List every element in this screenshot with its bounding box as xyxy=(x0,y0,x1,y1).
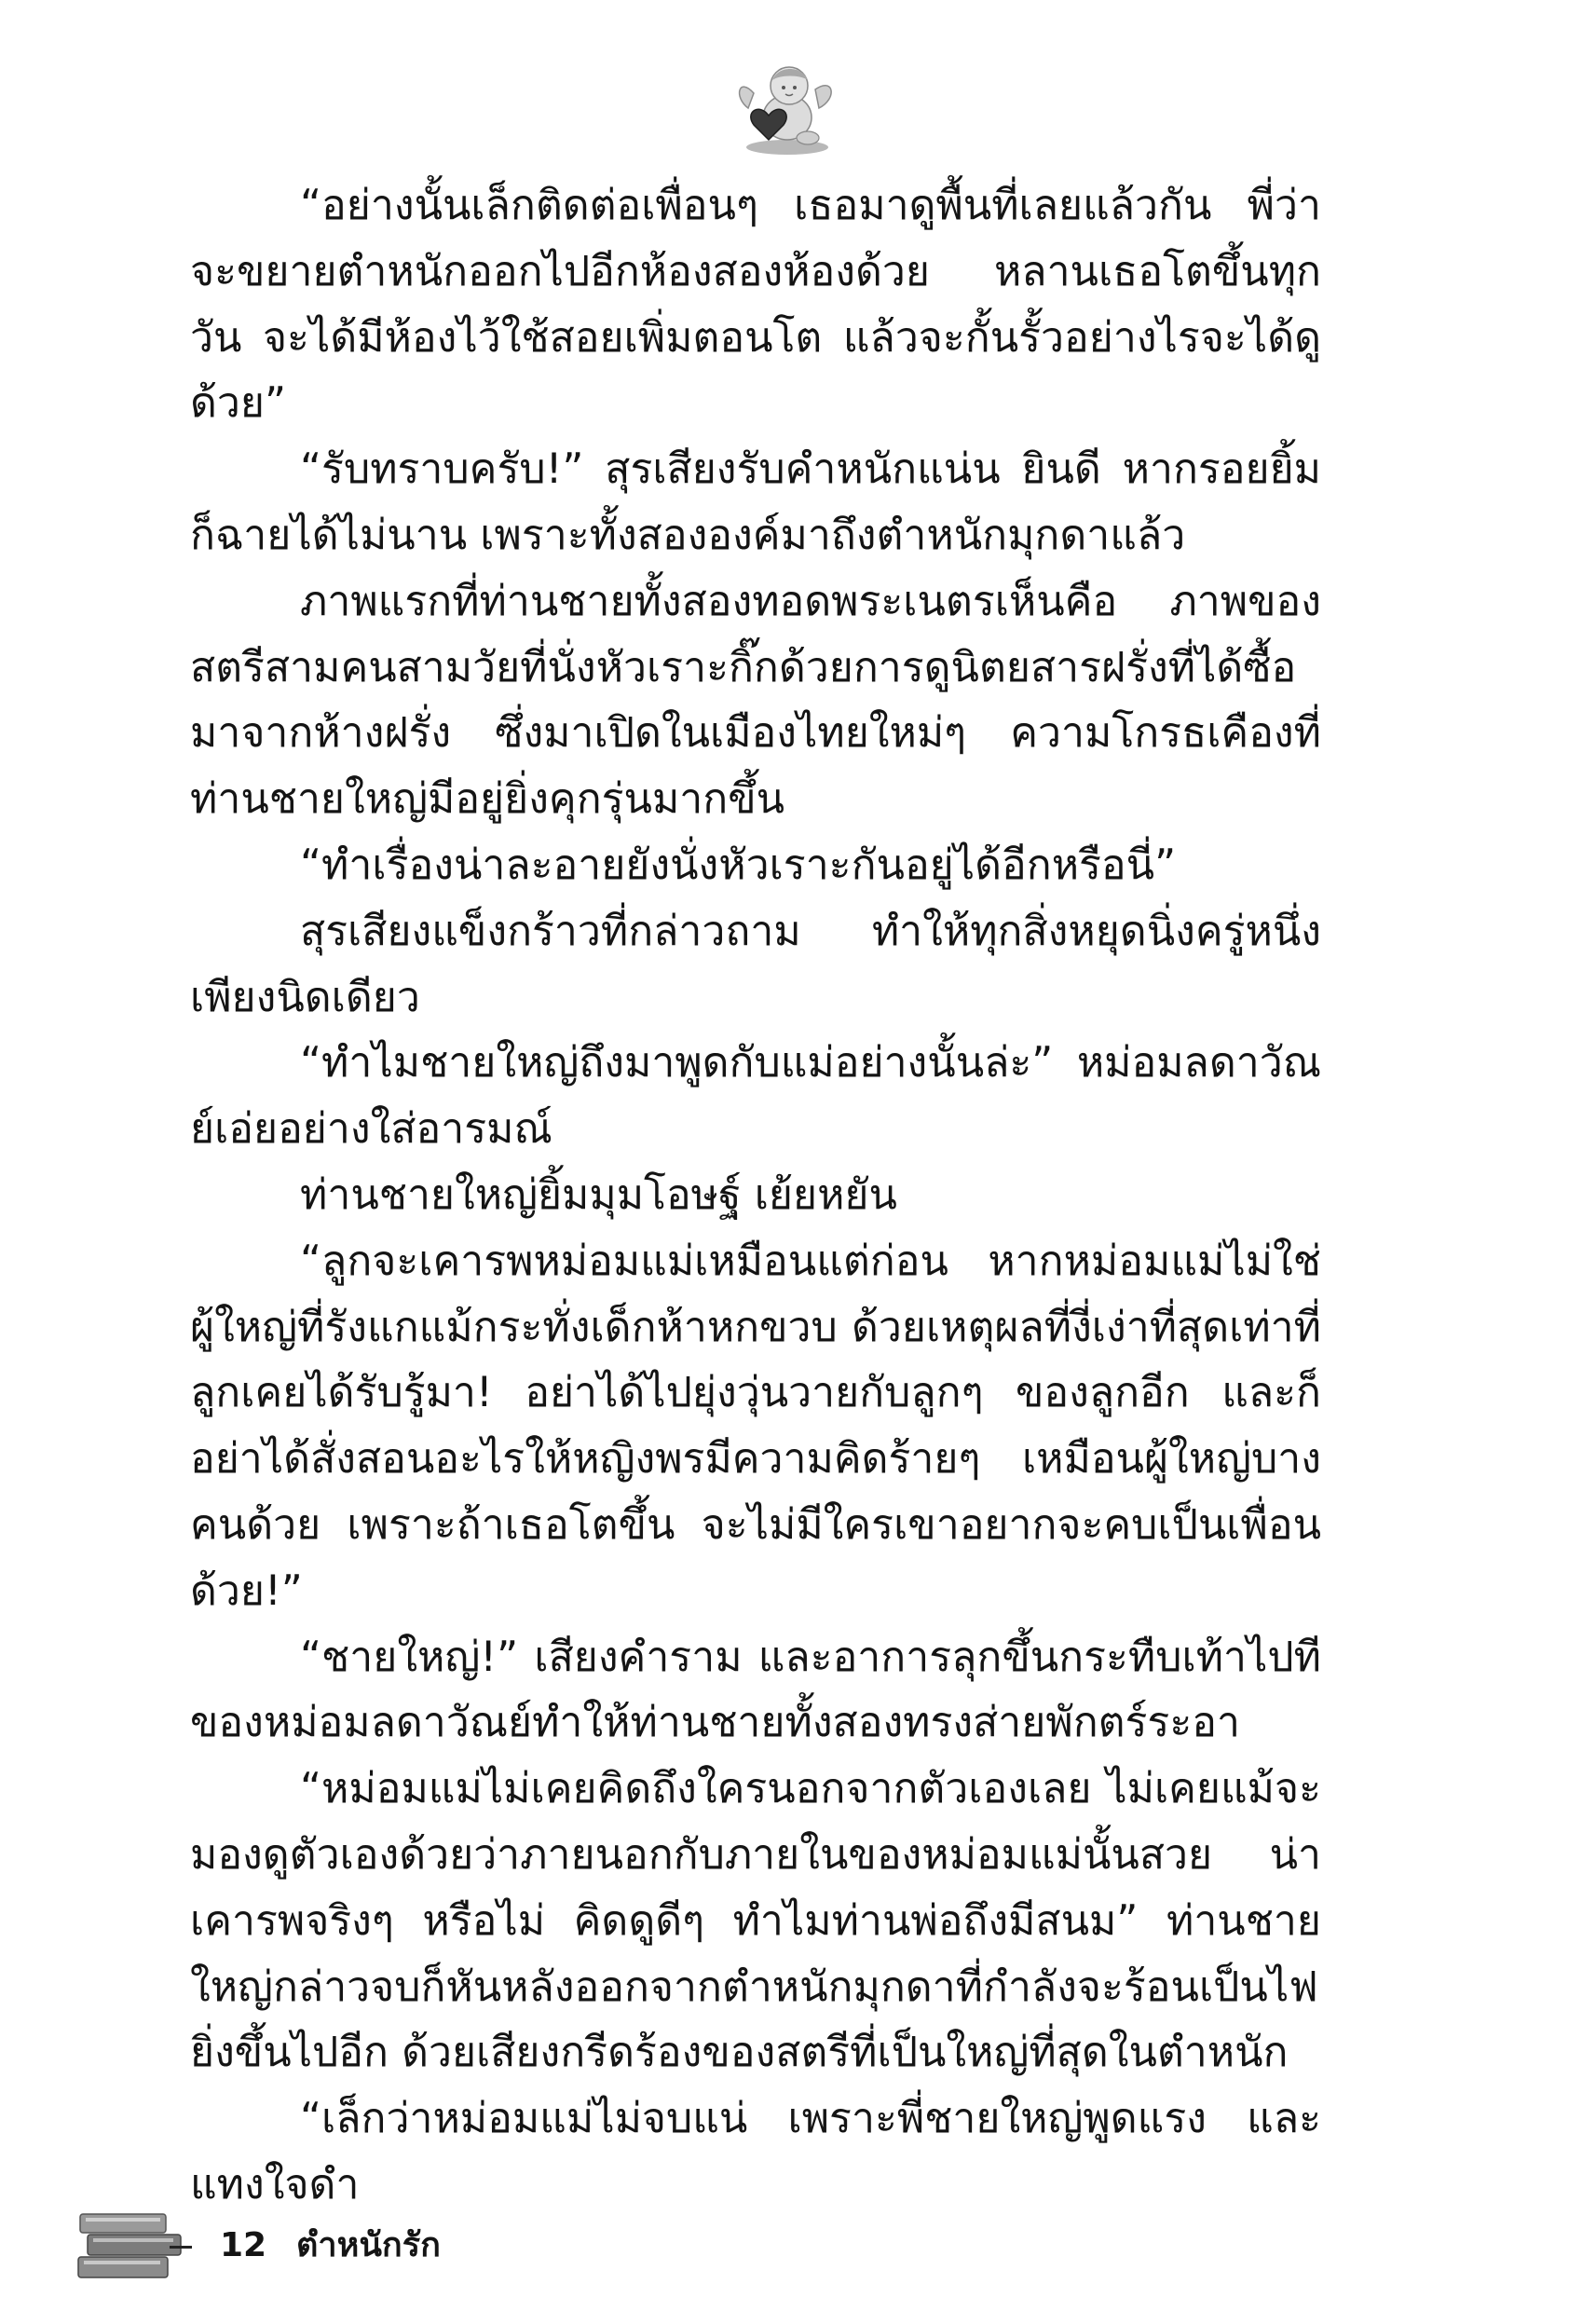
paragraph: ภาพแรกที่ท่านชายทั้งสองทอดพระเนตรเห็นคือ ภาพของสตรีสามคนสามวัยที่นั่งหัวเราะกิ๊กด้วยการดูนิตยสารฝรั่งที่ได้ซื้อมาจากห้างฝรั่ง ซึ่งมาเปิดในเมืองไทยใหม่ๆ ความโกรธเคืองที่ท่านชายใหญ่มีอยู่ยิ่งคุกรุ่นมากขึ้น xyxy=(190,577,1321,824)
book-stack-icon xyxy=(76,2208,198,2285)
paragraph: “อย่างนั้นเล็กติดต่อเพื่อนๆ เธอมาดูพื้นที่เลยแล้วกัน พี่ว่าจะขยายตำหนักออกไปอีกห้องสองห้องด้วย หลานเธอโตขึ้นทุกวัน จะได้มีห้องไว้ใช้สอยเพิ่มตอนโต แล้วจะกั้นรั้วอย่างไรจะได้ดูด้วย” xyxy=(190,182,1321,428)
paragraph: “ทำเรื่องน่าละอายยังนั่งหัวเราะกันอยู่ได้อีกหรือนี่” xyxy=(300,841,1177,889)
cupid-with-heart-icon xyxy=(722,56,843,158)
paragraph: ท่านชายใหญ่ยิ้มมุมโอษฐ์ เย้ยหยัน xyxy=(300,1170,897,1219)
body-text xyxy=(190,173,1321,2219)
paragraph: “รับทราบครับ!” สุรเสียงรับคำหนักแน่น ยินดี หากรอยยิ้มก็ฉายได้ไม่นาน เพราะทั้งสององค์มาถึงตำหนักมุกดาแล้ว xyxy=(190,445,1321,559)
book-title: ตำหนักรัก xyxy=(296,2226,441,2264)
paragraph: “ลูกจะเคารพหม่อมแม่เหมือนแต่ก่อน หากหม่อมแม่ไม่ใช่ผู้ใหญ่ที่รังแกแม้กระทั่งเด็กห้าหกขวบ ด้วยเหตุผลที่งี่เง่าที่สุดเท่าที่ลูกเคยได้รับรู้มา! อย่าได้ไปยุ่งวุ่นวายกับลูกๆ ของลูกอีก และก็อย่าได้สั่งสอนอะไรให้หญิงพรมีความคิดร้ายๆ เหมือนผู้ใหญ่บางคนด้วย เพราะถ้าเธอโตขึ้น จะไม่มีใครเขาอยากจะคบเป็นเพื่อนด้วย!” xyxy=(190,1237,1321,1615)
paragraph: “ชายใหญ่!” เสียงคำราม และอาการลุกขึ้นกระทืบเท้าไปทีของหม่อมลดาวัณย์ทำให้ท่านชายทั้งสองทรงส่ายพักตร์ระอา xyxy=(190,1633,1321,1747)
paragraph: “เล็กว่าหม่อมแม่ไม่จบแน่ เพราะพี่ชายใหญ่พูดแรง และแทงใจดำ xyxy=(190,2095,1321,2208)
paragraph: สุรเสียงแข็งกร้าวที่กล่าวถาม ทำให้ทุกสิ่งหยุดนิ่งครู่หนึ่ง เพียงนิดเดียว xyxy=(190,907,1321,1021)
paragraph: “ทำไมชายใหญ่ถึงมาพูดกับแม่อย่างนั้นล่ะ” หม่อมลดาวัณย์เอ่ยอย่างใส่อารมณ์ xyxy=(190,1039,1321,1154)
page-number: 12 xyxy=(220,2226,267,2264)
page-footer xyxy=(0,2208,1596,2292)
paragraph: “หม่อมแม่ไม่เคยคิดถึงใครนอกจากตัวเองเลย ไม่เคยแม้จะมองดูตัวเองด้วยว่าภายนอกกับภายในของหม่อมแม่นั้นสวย น่าเคารพจริงๆ หรือไม่ คิดดูดีๆ ทำไมท่านพ่อถึงมีสนม” ท่านชายใหญ่กล่าวจบก็หันหลังออกจากตำหนักมุกดาที่กำลังจะร้อนเป็นไฟยิ่งขึ้นไปอีก ด้วยเสียงกรีดร้องของสตรีที่เป็นใหญ่ที่สุดในตำหนัก xyxy=(190,1765,1321,2077)
